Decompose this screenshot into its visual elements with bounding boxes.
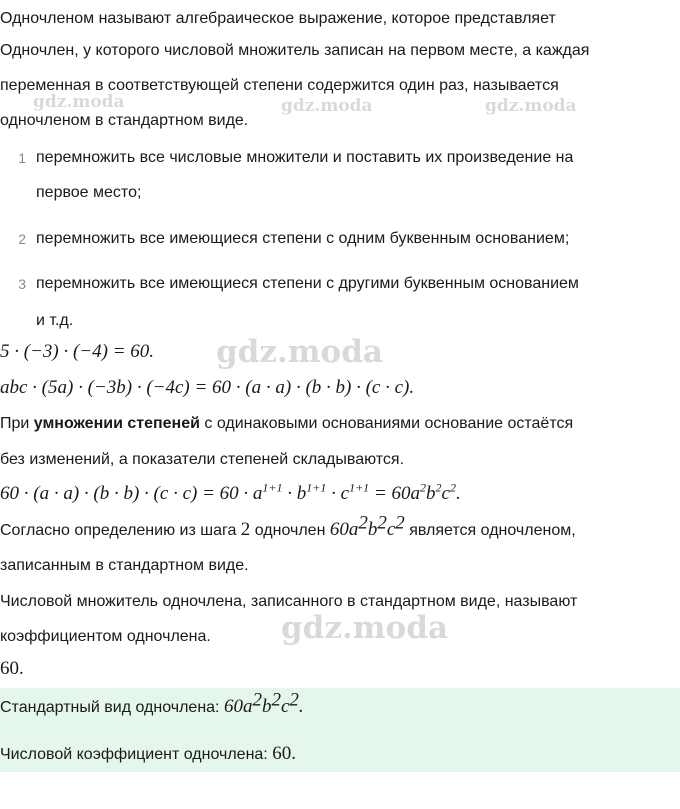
step-text: перемножить все числовые множители и поставить их произведение на <box>36 149 574 166</box>
step-text: перемножить все имеющиеся степени с одним буквенным основанием; <box>36 230 570 247</box>
watermark: gdz.moda <box>485 96 577 116</box>
intro-line-2: Одночлен, у которого числовой множитель записан на первом месте, а каждая <box>0 42 590 59</box>
coef-def-line-2: коэффициентом одночлена. <box>0 628 211 645</box>
step-number: 1 <box>18 150 26 166</box>
coef-def-line-1: Числовой множитель одночлена, записанного в стандартном виде, называют <box>0 593 578 610</box>
watermark: gdz.moda <box>216 334 383 370</box>
step-text: перемножить все имеющиеся степени с другими буквенным основанием <box>36 275 579 292</box>
rule-line-1: При умножении степеней с одинаковыми основаниями основание остаётся <box>0 415 574 432</box>
answer-standard-form: Стандартный вид одночлена: $60a^2b^2c^2$. <box>0 689 304 717</box>
answer-box <box>0 688 680 772</box>
intro-line-1: Одночленом называют алгебраическое выражение, которое представляет <box>0 10 556 27</box>
watermark: gdz.moda <box>281 96 373 116</box>
definition-line-2: записанным в стандартном виде. <box>0 557 249 574</box>
equation-2: abc · (5a) · (−3b) · (−4c) = 60 · (a · a) · (b · b) · (c · c). <box>0 377 415 398</box>
coef-value: 60. <box>0 658 24 679</box>
intro-line-4: одночленом в стандартном виде. <box>0 112 249 129</box>
definition-line-1: Согласно определению из шага 2 одночлен $60a^2b^2c^2$ является одночленом, <box>0 512 576 540</box>
step-number: 3 <box>18 276 26 292</box>
intro-line-3: переменная в соответствующей степени содержится один раз, называется <box>0 77 559 94</box>
rule-bold: умножении степеней <box>33 415 200 432</box>
equation-1: 5 · (−3) · (−4) = 60. <box>0 341 155 362</box>
equation-3: $60 \cdot (a \cdot a) \cdot (b \cdot b) \cdot (c \cdot c) = 60 \cdot a^{1+1} \cdot b^{1+1} \cdot c^{1+1} = 60a^2b^2c^2$. <box>0 480 461 504</box>
answer-coefficient: Числовой коэффициент одночлена: 60. <box>0 743 296 764</box>
step-text-cont: и т.д. <box>36 312 74 329</box>
watermark: gdz.moda <box>33 92 125 112</box>
rule-line-2: без изменений, а показатели степеней складываются. <box>0 451 405 468</box>
step-number: 2 <box>18 231 26 247</box>
watermark: gdz.moda <box>281 610 448 646</box>
step-text-cont: первое место; <box>36 184 142 201</box>
